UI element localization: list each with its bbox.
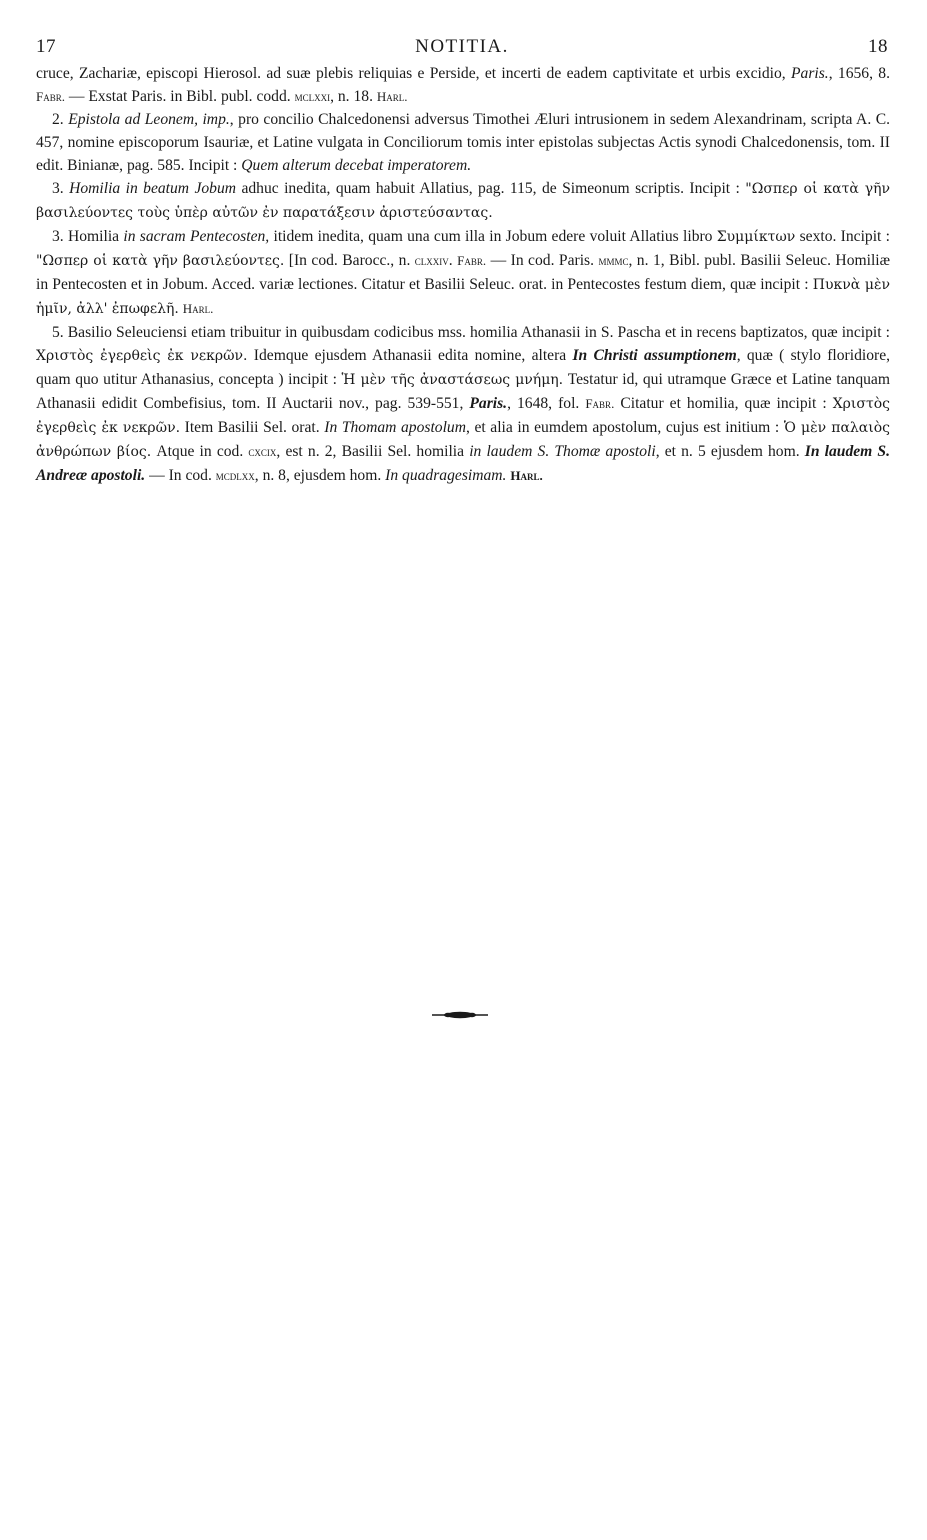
source-abbrev: Fabr. xyxy=(457,253,487,268)
work-title: Epistola ad Leonem, imp. xyxy=(68,111,230,128)
place-name: Paris. xyxy=(469,395,508,412)
text-run: 3. xyxy=(52,180,70,197)
text-run: , n. 8, ejusdem hom. xyxy=(254,467,386,484)
paragraph-item-3a xyxy=(36,177,890,225)
work-title: in laudem S. Thomæ apostoli xyxy=(469,443,656,460)
text-run: Citatur et homilia, quæ incipit : xyxy=(614,395,833,412)
greek-incipit: Πυκνὰ μὲν ἡμῖν, ἀλλ' ἐπωφελῆ. xyxy=(36,277,890,317)
text-run: Idemque ejusdem Athanasii edita nomine, altera xyxy=(247,347,573,364)
text-body xyxy=(36,62,890,487)
end-ornament xyxy=(430,1010,490,1020)
work-title: In laudem S. Andreæ apostoli. xyxy=(36,443,891,484)
greek-text: Συμμίκτων xyxy=(716,229,796,245)
source-abbrev: Harl. xyxy=(376,89,408,104)
text-run: , 1656, 8. xyxy=(828,65,890,82)
greek-incipit: Χριστὸς ἐγερθεὶς ἐκ νεκρῶν. xyxy=(36,348,248,364)
codex-number: cxcix xyxy=(248,444,277,459)
text-run: , n. 1, Bibl. publ. Basilii Seleuc. Homiliæ in Pentecosten et in Jobum. Acced. variæ lectiones. Citatur et Basilii Seleuc. orat. in Pentecostes festum diem, quæ incipit : xyxy=(36,252,891,293)
text-run: [In cod. Barocc., n. xyxy=(284,252,415,269)
paragraph-item-5 xyxy=(36,321,890,487)
incipit: Quem alterum decebat imperatorem. xyxy=(241,157,472,174)
source-abbrev: Fabr. xyxy=(36,89,65,104)
text-run: , 1648, fol. xyxy=(507,395,586,412)
text-run: adhuc inedita, quam habuit Allatius, pag. 115, de Simeonum scriptis. Incipit : xyxy=(236,180,746,197)
text-run: cruce, Zachariæ, episcopi Hierosol. ad suæ plebis reliquias e Perside, et incerti de eadem captivitate et urbis excidio, xyxy=(36,65,791,82)
source-abbrev: Harl. xyxy=(182,301,214,316)
text-run: Testatur id, qui utramque Græce et Latine tanquam Athanasii edidit Combefisius, tom. II Auctarii nov., pag. 539-551, xyxy=(36,371,890,412)
greek-incipit: "Ωσπερ οἱ κατὰ γῆν βασιλεύοντες. xyxy=(36,253,285,269)
paragraph-continuation xyxy=(36,62,890,108)
codex-number: mmmc xyxy=(598,253,629,268)
work-title: in sacram Pentecosten, xyxy=(123,228,270,245)
codex-number: mclxxi xyxy=(294,89,331,104)
text-run: itidem inedita, quam una cum illa in Jobum edere voluit Allatius libro xyxy=(269,228,717,245)
text-run: , pro concilio Chalcedonensi adversus Timothei Æluri intrusionem in sedem Alexandrinam, scripta A. C. 457, nomine episcoporum Isauriæ, et Latine vulgata in Conciliorum tomis inter epistolas subjectas Actis synodi Chalcedonensis, tom. II edit. Binianæ, pag. 585. Incipit : xyxy=(36,111,890,174)
text-run: Paris. xyxy=(791,65,829,82)
text-run: — Exstat Paris. in Bibl. publ. codd. xyxy=(65,88,295,105)
greek-incipit: "Ωσπερ οἱ κατὰ γῆν βασιλεύοντες τοὺς ὑπὲρ αὐτῶν ἐν παρατάξεσιν ἀριστεύσαντας. xyxy=(36,181,891,221)
greek-incipit: Ἡ μὲν τῆς ἀναστάσεως μνήμη. xyxy=(341,372,564,388)
work-title: In quadragesimam. xyxy=(385,467,507,484)
codex-number: mcdlxx xyxy=(215,468,255,483)
text-run: . xyxy=(448,252,458,269)
text-run: , et alia in eumdem apostolum, cujus est initium : xyxy=(465,419,784,436)
text-run: Item Basilii Sel. orat. xyxy=(180,419,325,436)
work-title: Homilia in beatum Jobum xyxy=(69,180,237,197)
paragraph-item-2 xyxy=(36,108,890,177)
work-title: In Thomam apostolum xyxy=(324,419,466,436)
paragraph-item-3b xyxy=(36,225,890,321)
running-title: NOTITIA. xyxy=(415,36,509,57)
text-run: , n. 18. xyxy=(330,88,377,105)
text-run: , est n. 2, Basilii Sel. homilia xyxy=(276,443,470,460)
left-column-number: 17 xyxy=(36,36,56,57)
greek-incipit: Ὁ μὲν παλαιὸς ἀνθρώπων βίος. xyxy=(36,420,890,460)
source-abbrev: Harl. xyxy=(510,468,543,483)
text-run: 2. xyxy=(52,111,69,128)
text-run: Atque in cod. xyxy=(151,443,249,460)
text-run: , et n. 5 ejusdem hom. xyxy=(655,443,805,460)
right-column-number: 18 xyxy=(868,36,888,57)
greek-incipit: Χριστὸς ἐγερθεὶς ἐκ νεκρῶν. xyxy=(36,396,890,436)
text-run: — In cod. xyxy=(145,467,216,484)
text-run: — In cod. Paris. xyxy=(486,252,599,269)
text-run: 3. Homilia xyxy=(52,228,124,245)
text-run: , quæ ( stylo floridiore, quam quo utitur Athanasius, concepta ) incipit : xyxy=(36,347,891,388)
text-run: 5. Basilio Seleuciensi etiam tribuitur in quibusdam codicibus mss. homilia Athanasii in S. Pascha et in recens baptizatos, quæ incipit : xyxy=(52,324,890,341)
source-abbrev: Fabr. xyxy=(585,396,615,411)
running-head xyxy=(36,36,888,60)
text-run: sexto. Incipit : xyxy=(795,228,890,245)
codex-number: clxxiv xyxy=(414,253,449,268)
work-title: In Christi assumptionem xyxy=(572,347,737,364)
